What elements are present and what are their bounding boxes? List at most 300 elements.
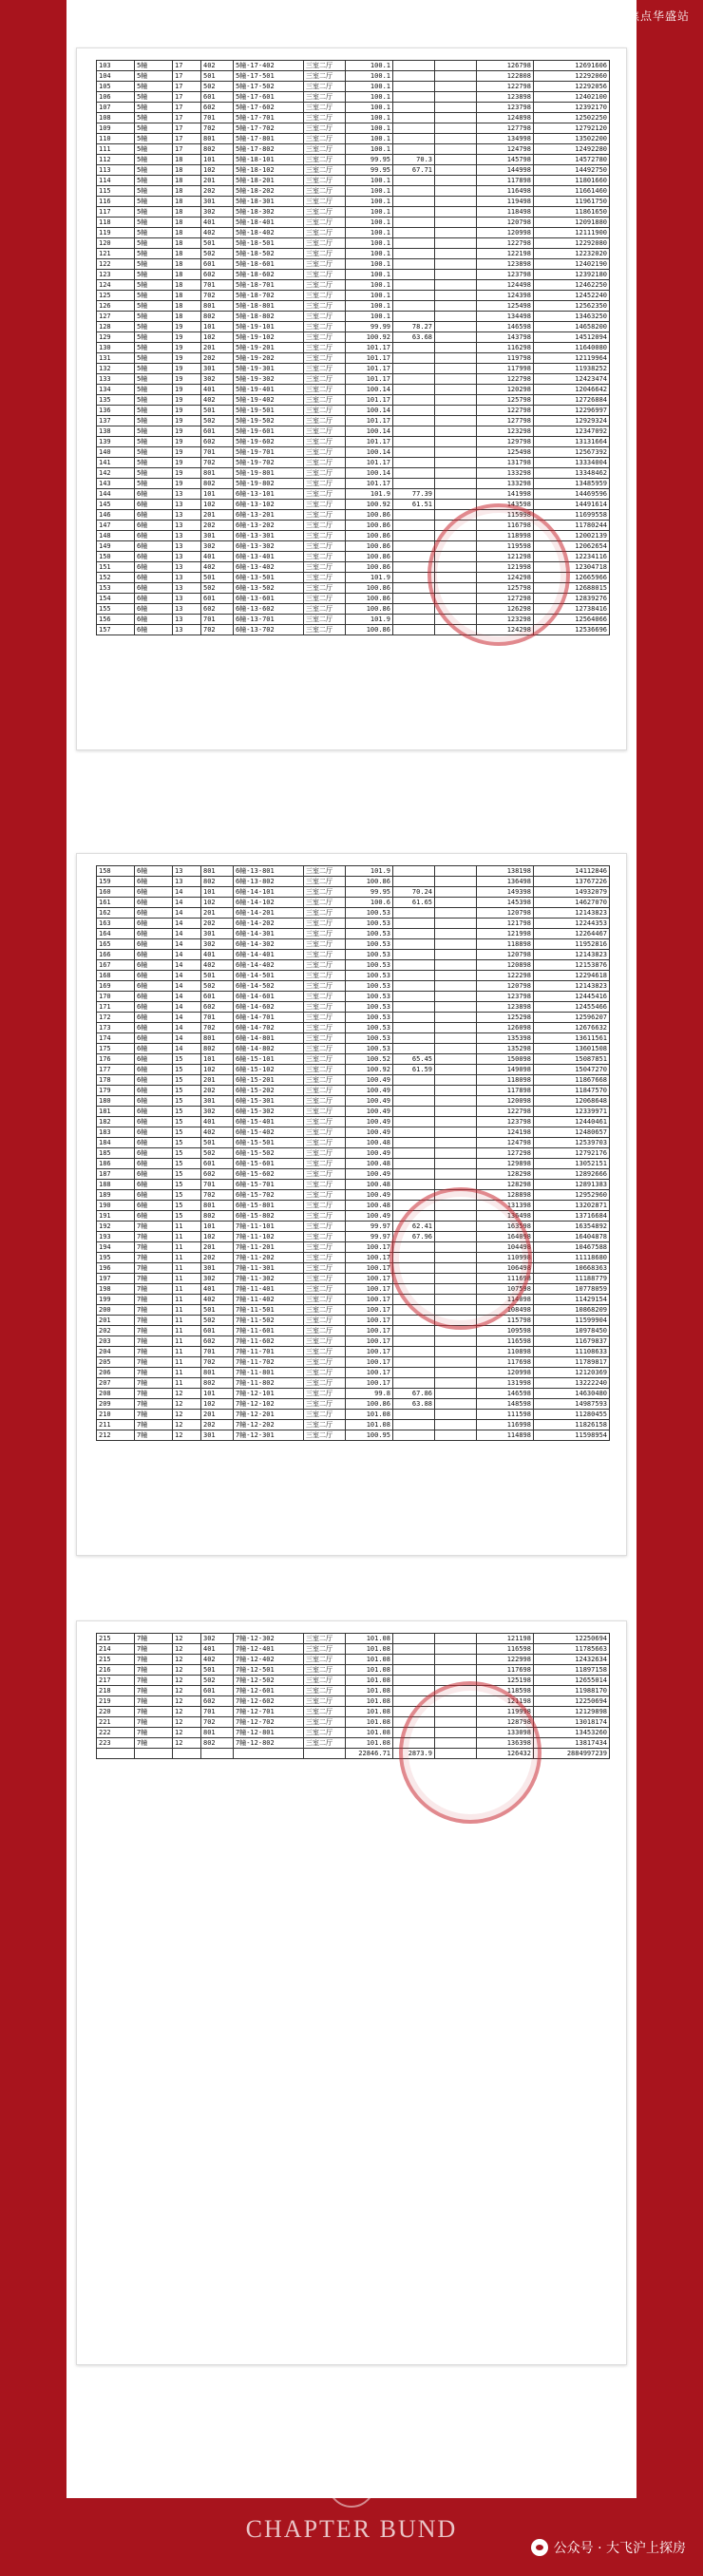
table-cell: 136 xyxy=(97,406,135,416)
table-cell: 5幢 xyxy=(135,270,173,280)
table-cell: 7幢 xyxy=(135,1717,173,1728)
table-cell: 601 xyxy=(201,992,234,1002)
table-cell xyxy=(393,1430,435,1441)
table-cell: 17 xyxy=(173,134,201,144)
table-cell: 100.86 xyxy=(346,562,393,573)
table-cell: 三室二厅 xyxy=(304,1357,346,1368)
table-cell: 三室二厅 xyxy=(304,1665,346,1676)
table-cell: 100.49 xyxy=(346,1127,393,1138)
table-row xyxy=(97,385,610,395)
table-cell: 13348462 xyxy=(534,468,610,479)
table-cell: 12891383 xyxy=(534,1180,610,1190)
table-cell: 7幢-11-102 xyxy=(234,1232,304,1242)
table-cell xyxy=(435,259,477,270)
table-cell: 14 xyxy=(173,898,201,908)
table-cell: 302 xyxy=(201,1634,234,1644)
table-row xyxy=(97,406,610,416)
table-cell: 100.14 xyxy=(346,385,393,395)
table-cell: 61.59 xyxy=(393,1065,435,1075)
table-cell: 128798 xyxy=(477,1717,534,1728)
table-cell: 5幢 xyxy=(135,144,173,155)
table-cell xyxy=(435,1180,477,1190)
table-cell: 11785663 xyxy=(534,1644,610,1655)
table-cell: 13 xyxy=(173,510,201,521)
table-cell: 13 xyxy=(173,866,201,877)
table-cell xyxy=(393,1378,435,1389)
table-cell: 100.49 xyxy=(346,1096,393,1107)
table-cell: 13018174 xyxy=(534,1717,610,1728)
table-row xyxy=(97,1065,610,1075)
table-cell: 132 xyxy=(97,364,135,374)
table-cell: 5幢 xyxy=(135,291,173,301)
table-row xyxy=(97,1211,610,1222)
table-cell xyxy=(393,1368,435,1378)
table-cell xyxy=(393,1305,435,1316)
table-cell: 11 xyxy=(173,1242,201,1253)
table-cell: 6幢-13-702 xyxy=(234,625,304,635)
table-cell: 12 xyxy=(173,1738,201,1749)
table-cell xyxy=(393,992,435,1002)
table-cell: 101.08 xyxy=(346,1644,393,1655)
table-cell: 130 xyxy=(97,343,135,353)
table-cell: 三室二厅 xyxy=(304,939,346,950)
table-cell xyxy=(435,123,477,134)
table-cell: 5幢-19-701 xyxy=(234,447,304,458)
table-cell: 12502250 xyxy=(534,113,610,123)
table-cell: 100.53 xyxy=(346,1002,393,1013)
table-cell: 7幢-12-601 xyxy=(234,1686,304,1696)
table-cell: 12 xyxy=(173,1696,201,1707)
table-cell: 5幢-19-402 xyxy=(234,395,304,406)
table-cell: 220 xyxy=(97,1707,135,1717)
table-cell: 7幢-11-802 xyxy=(234,1378,304,1389)
table-cell: 11801660 xyxy=(534,176,610,186)
table-cell: 三室二厅 xyxy=(304,1430,346,1441)
table-cell: 19 xyxy=(173,353,201,364)
table-cell: 601 xyxy=(201,1159,234,1169)
table-cell: 701 xyxy=(201,1347,234,1357)
table-cell: 10978450 xyxy=(534,1326,610,1336)
table-cell: 13601508 xyxy=(534,1044,610,1054)
table-cell: 5幢-18-702 xyxy=(234,291,304,301)
table-cell: 133098 xyxy=(477,1728,534,1738)
table-cell: 125798 xyxy=(477,395,534,406)
table-cell: 6幢 xyxy=(135,919,173,929)
table-cell: 5幢 xyxy=(135,343,173,353)
table-cell: 三室二厅 xyxy=(304,1065,346,1075)
table-cell: 7幢 xyxy=(135,1253,173,1263)
table-cell xyxy=(435,541,477,552)
table-row xyxy=(97,1044,610,1054)
table-cell: 12 xyxy=(173,1707,201,1717)
table-cell: 7幢 xyxy=(135,1655,173,1665)
table-cell: 175 xyxy=(97,1044,135,1054)
table-cell: 19 xyxy=(173,322,201,332)
table-cell: 5幢 xyxy=(135,416,173,426)
table-cell: 14658200 xyxy=(534,322,610,332)
table-cell: 三室二厅 xyxy=(304,594,346,604)
table-cell: 122798 xyxy=(477,1107,534,1117)
table-cell: 6幢-15-701 xyxy=(234,1180,304,1190)
table-cell xyxy=(435,1430,477,1441)
table-cell: 12462250 xyxy=(534,280,610,291)
table-cell xyxy=(435,877,477,887)
table-cell: 63.68 xyxy=(393,332,435,343)
table-cell: 11 xyxy=(173,1326,201,1336)
table-cell: 12234116 xyxy=(534,552,610,562)
table-cell: 108 xyxy=(97,113,135,123)
table-cell: 三室二厅 xyxy=(304,374,346,385)
table-row xyxy=(97,1696,610,1707)
table-cell: 100.17 xyxy=(346,1347,393,1357)
table-cell: 12143823 xyxy=(534,908,610,919)
table-cell: 124898 xyxy=(477,113,534,123)
table-cell: 150 xyxy=(97,552,135,562)
table-cell xyxy=(393,939,435,950)
table-cell: 179 xyxy=(97,1086,135,1096)
table-row xyxy=(97,1222,610,1232)
table-cell: 三室二厅 xyxy=(304,573,346,583)
table-cell: 5幢 xyxy=(135,332,173,343)
table-cell: 5幢-17-501 xyxy=(234,71,304,82)
table-cell: 5幢 xyxy=(135,458,173,468)
table-cell: 5幢-19-201 xyxy=(234,343,304,353)
table-cell: 140 xyxy=(97,447,135,458)
table-cell: 14 xyxy=(173,919,201,929)
table-cell: 125798 xyxy=(477,583,534,594)
table-cell xyxy=(435,385,477,395)
table-cell: 7幢 xyxy=(135,1644,173,1655)
table-cell: 101.17 xyxy=(346,395,393,406)
table-cell: 101.08 xyxy=(346,1686,393,1696)
table-cell: 602 xyxy=(201,1002,234,1013)
table-cell: 三室二厅 xyxy=(304,1644,346,1655)
table-cell: 125498 xyxy=(477,301,534,312)
table-row xyxy=(97,1086,610,1096)
table-cell: 13334004 xyxy=(534,458,610,468)
table-cell: 301 xyxy=(201,364,234,374)
table-cell xyxy=(435,1054,477,1065)
table-row xyxy=(97,1075,610,1086)
table-cell: 三室二厅 xyxy=(304,960,346,971)
table-cell: 100.86 xyxy=(346,541,393,552)
table-cell: 11640080 xyxy=(534,343,610,353)
table-cell: 7幢 xyxy=(135,1430,173,1441)
table-row xyxy=(97,364,610,374)
table-cell xyxy=(393,1665,435,1676)
table-cell: 127 xyxy=(97,312,135,322)
table-cell: 100.48 xyxy=(346,1201,393,1211)
table-cell: 15 xyxy=(173,1211,201,1222)
table-cell: 117898 xyxy=(477,1086,534,1096)
table-cell xyxy=(393,1347,435,1357)
table-cell: 601 xyxy=(201,426,234,437)
table-row xyxy=(97,1033,610,1044)
table-cell: 15 xyxy=(173,1159,201,1169)
table-cell: 三室二厅 xyxy=(304,1274,346,1284)
table-cell xyxy=(435,1295,477,1305)
table-cell: 6幢 xyxy=(135,1169,173,1180)
table-cell: 5幢-17-602 xyxy=(234,103,304,113)
table-cell: 100.1 xyxy=(346,280,393,291)
table-cell: 202 xyxy=(201,1253,234,1263)
table-cell: 6幢-13-701 xyxy=(234,615,304,625)
table-cell: 三室二厅 xyxy=(304,270,346,280)
table-cell: 802 xyxy=(201,479,234,489)
table-cell: 17 xyxy=(173,82,201,92)
table-cell: 13 xyxy=(173,489,201,500)
table-row xyxy=(97,207,610,218)
table-cell: 12 xyxy=(173,1399,201,1410)
table-cell: 11952816 xyxy=(534,939,610,950)
table-cell: 11679837 xyxy=(534,1336,610,1347)
table-cell: 100.1 xyxy=(346,228,393,238)
table-cell: 107598 xyxy=(477,1284,534,1295)
table-cell: 201 xyxy=(201,908,234,919)
table-row xyxy=(97,1707,610,1717)
table-cell: 100.53 xyxy=(346,1033,393,1044)
table-cell: 11938252 xyxy=(534,364,610,374)
table-cell: 191 xyxy=(97,1211,135,1222)
table-cell: 12 xyxy=(173,1644,201,1655)
table-cell xyxy=(393,426,435,437)
table-cell: 143798 xyxy=(477,332,534,343)
brand-logo-icon: ✿ xyxy=(328,2460,375,2508)
table-cell xyxy=(435,1368,477,1378)
table-cell: 三室二厅 xyxy=(304,280,346,291)
table-cell xyxy=(393,1676,435,1686)
table-cell: 13 xyxy=(173,877,201,887)
table-cell: 三室二厅 xyxy=(304,1033,346,1044)
table-cell: 6幢 xyxy=(135,1054,173,1065)
table-cell: 123798 xyxy=(477,270,534,280)
table-cell: 148 xyxy=(97,531,135,541)
table-cell: 7幢-12-501 xyxy=(234,1665,304,1676)
table-cell xyxy=(435,521,477,531)
table-cell: 5幢-18-802 xyxy=(234,312,304,322)
table-cell: 17 xyxy=(173,144,201,155)
table-cell: 113 xyxy=(97,165,135,176)
table-cell: 202 xyxy=(201,1086,234,1096)
table-cell: 802 xyxy=(201,877,234,887)
table-row xyxy=(97,1305,610,1316)
table-cell: 602 xyxy=(201,1696,234,1707)
table-cell: 134 xyxy=(97,385,135,395)
table-cell: 三室二厅 xyxy=(304,929,346,939)
table-cell: 6幢-15-202 xyxy=(234,1086,304,1096)
table-cell: 702 xyxy=(201,1190,234,1201)
table-cell: 5幢-18-701 xyxy=(234,280,304,291)
table-cell: 11826158 xyxy=(534,1420,610,1430)
table-cell: 三室二厅 xyxy=(304,343,346,353)
table-cell: 159 xyxy=(97,877,135,887)
table-cell: 7幢-12-102 xyxy=(234,1399,304,1410)
table-cell: 三室二厅 xyxy=(304,1002,346,1013)
table-cell: 5幢-19-501 xyxy=(234,406,304,416)
table-cell: 301 xyxy=(201,1430,234,1441)
table-cell: 6幢-14-202 xyxy=(234,919,304,929)
table-cell xyxy=(304,1749,346,1759)
table-cell: 128898 xyxy=(477,1190,534,1201)
table-cell: 150098 xyxy=(477,1054,534,1065)
table-row xyxy=(97,898,610,908)
table-cell: 146598 xyxy=(477,322,534,332)
table-cell: 13 xyxy=(173,573,201,583)
table-cell: 5幢 xyxy=(135,155,173,165)
table-row xyxy=(97,1644,610,1655)
table-cell: 6幢 xyxy=(135,552,173,562)
table-cell: 117698 xyxy=(477,1665,534,1676)
table-cell: 11 xyxy=(173,1305,201,1316)
table-cell: 7幢-11-302 xyxy=(234,1274,304,1284)
table-cell xyxy=(435,82,477,92)
table-cell: 100.17 xyxy=(346,1326,393,1336)
table-cell xyxy=(435,615,477,625)
price-table-1 xyxy=(96,60,610,635)
table-cell: 11 xyxy=(173,1347,201,1357)
table-cell: 126798 xyxy=(477,61,534,71)
table-cell: 11 xyxy=(173,1357,201,1368)
table-cell xyxy=(393,1086,435,1096)
table-cell xyxy=(97,1749,135,1759)
table-cell xyxy=(393,280,435,291)
table-cell: 6幢-13-402 xyxy=(234,562,304,573)
table-cell: 143598 xyxy=(477,500,534,510)
table-cell: 三室二厅 xyxy=(304,353,346,364)
table-cell: 122298 xyxy=(477,971,534,981)
table-cell: 6幢-15-302 xyxy=(234,1107,304,1117)
table-cell: 141998 xyxy=(477,489,534,500)
table-cell: 205 xyxy=(97,1357,135,1368)
table-cell xyxy=(435,1274,477,1284)
table-cell: 6幢 xyxy=(135,541,173,552)
table-cell: 67.71 xyxy=(393,165,435,176)
table-cell xyxy=(435,1686,477,1696)
table-cell: 701 xyxy=(201,447,234,458)
table-cell: 6幢 xyxy=(135,531,173,541)
table-cell: 70.3 xyxy=(393,155,435,165)
table-cell xyxy=(393,866,435,877)
table-cell: 12 xyxy=(173,1676,201,1686)
table-cell xyxy=(393,468,435,479)
table-cell: 111598 xyxy=(477,1410,534,1420)
table-cell: 111698 xyxy=(477,1274,534,1284)
table-cell xyxy=(435,1201,477,1211)
table-cell: 100.1 xyxy=(346,176,393,186)
table-cell: 119498 xyxy=(477,197,534,207)
table-cell: 120998 xyxy=(477,1368,534,1378)
table-cell: 116 xyxy=(97,197,135,207)
table-cell: 120298 xyxy=(477,385,534,395)
table-cell: 6幢 xyxy=(135,877,173,887)
table-cell xyxy=(393,301,435,312)
table-row xyxy=(97,1336,610,1347)
table-cell: 6幢 xyxy=(135,866,173,877)
table-cell: 13052151 xyxy=(534,1159,610,1169)
table-cell: 107 xyxy=(97,103,135,113)
table-cell xyxy=(435,919,477,929)
table-cell xyxy=(435,1336,477,1347)
table-cell: 602 xyxy=(201,270,234,280)
table-cell: 7幢 xyxy=(135,1326,173,1336)
table-cell xyxy=(435,1644,477,1655)
table-row xyxy=(97,887,610,898)
table-cell: 169 xyxy=(97,981,135,992)
table-cell xyxy=(393,1644,435,1655)
table-cell: 110998 xyxy=(477,1253,534,1263)
table-cell xyxy=(393,259,435,270)
table-cell: 12 xyxy=(173,1420,201,1430)
table-cell: 6幢 xyxy=(135,594,173,604)
table-cell xyxy=(435,573,477,583)
table-cell: 101.17 xyxy=(346,374,393,385)
table-cell xyxy=(393,1696,435,1707)
table-cell: 157 xyxy=(97,625,135,635)
table-cell: 100.86 xyxy=(346,552,393,562)
table-cell: 7幢 xyxy=(135,1274,173,1284)
table-cell: 6幢 xyxy=(135,898,173,908)
table-cell xyxy=(393,479,435,489)
table-cell: 206 xyxy=(97,1368,135,1378)
table-cell: 117 xyxy=(97,207,135,218)
table-cell: 7幢-11-201 xyxy=(234,1242,304,1253)
table-cell: 15 xyxy=(173,1107,201,1117)
table-cell: 148598 xyxy=(477,1399,534,1410)
table-cell: 6幢-13-202 xyxy=(234,521,304,531)
table-cell: 61.51 xyxy=(393,500,435,510)
table-cell: 15 xyxy=(173,1117,201,1127)
table-row xyxy=(97,950,610,960)
table-cell: 12892666 xyxy=(534,1169,610,1180)
table-row xyxy=(97,103,610,113)
table-cell xyxy=(393,92,435,103)
table-cell: 801 xyxy=(201,1368,234,1378)
table-cell: 99.95 xyxy=(346,155,393,165)
table-cell: 19 xyxy=(173,385,201,395)
table-cell: 7幢-12-702 xyxy=(234,1717,304,1728)
table-cell: 三室二厅 xyxy=(304,866,346,877)
table-cell: 18 xyxy=(173,238,201,249)
table-cell: 19 xyxy=(173,416,201,426)
table-cell: 7幢-11-301 xyxy=(234,1263,304,1274)
table-cell: 100.86 xyxy=(346,1399,393,1410)
table-cell: 13716684 xyxy=(534,1211,610,1222)
table-cell: 6幢 xyxy=(135,960,173,971)
table-cell xyxy=(393,1242,435,1253)
table-cell: 110 xyxy=(97,134,135,144)
table-cell: 5幢-18-602 xyxy=(234,270,304,280)
table-cell: 6幢 xyxy=(135,929,173,939)
table-cell: 18 xyxy=(173,186,201,197)
table-cell: 151 xyxy=(97,562,135,573)
table-cell: 116998 xyxy=(477,1420,534,1430)
table-cell: 5幢-17-702 xyxy=(234,123,304,134)
table-cell: 101 xyxy=(201,322,234,332)
table-cell: 195 xyxy=(97,1253,135,1263)
table-cell: 三室二厅 xyxy=(304,992,346,1002)
table-cell: 15 xyxy=(173,1065,201,1075)
table-cell: 100.86 xyxy=(346,531,393,541)
table-cell: 7幢-11-602 xyxy=(234,1336,304,1347)
table-cell: 201 xyxy=(97,1316,135,1326)
table-cell xyxy=(435,103,477,113)
table-cell xyxy=(435,1242,477,1253)
table-cell: 123298 xyxy=(477,615,534,625)
table-cell xyxy=(435,92,477,103)
table-cell: 100.86 xyxy=(346,521,393,531)
table-cell: 11 xyxy=(173,1295,201,1305)
table-cell: 三室二厅 xyxy=(304,521,346,531)
